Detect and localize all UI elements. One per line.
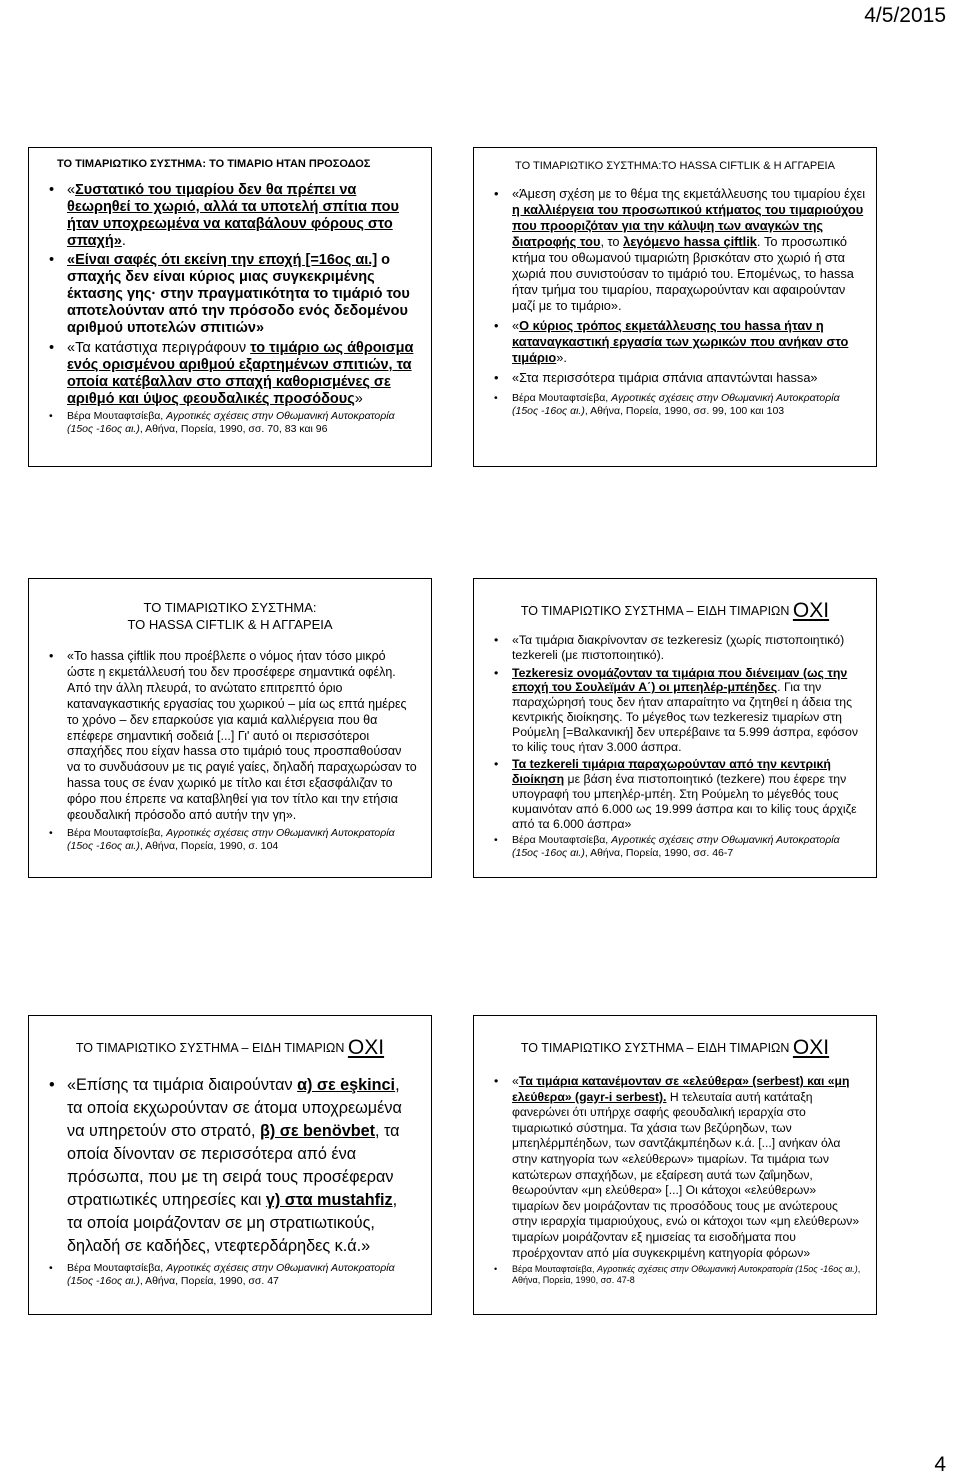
slide-4-bullet-2: • Tezkeresiz ονομάζονταν τα τιμάρια που διένειμαν (ως την εποχή του Σουλεϊμάν Α΄) οι μπεηλέρ-μπέηδες. Για την παραχώρησή τους δεν ήταν απαραίτητο να ζητηθεί η άδεια της κεντρικής διοίκησης. Το μέγεθος των tezkeresiz τιμαρίων στη Ρούμελη [=Βαλκανική] δεν υπερέβαινε τα 5.999 άσπρα, εφόσον το kiliç τους ήταν 3.000 άσπρα. — [492, 666, 862, 755]
slide-1-bullet-1: • «Συστατικό του τιμαρίου δεν θα πρέπει να θεωρηθεί το χωριό, αλλά τα υποτελή σπίτια που ήταν υποχρεωμένα να καταβάλουν φόρους στο σπαχή». — [47, 182, 419, 250]
page-date: 4/5/2015 — [864, 4, 946, 27]
slide-6-title-oxi: ΟΧΙ — [792, 1036, 830, 1059]
slide-3 — [28, 578, 432, 878]
slide-5-source: • Βέρα Μουταφτσίεβα, Αγροτικές σχέσεις στην Οθωμανική Αυτοκρατορία (15ος -16ος αι.), Αθήνα, Πορεία, 1990, σσ. 47 — [47, 1262, 417, 1288]
slide-2-bullet-1: • «Άμεση σχέση με το θέμα της εκμετάλλευσης του τιμαρίου έχει η καλλιέργεια του προσωπικού κτήματος του τιμαριούχου που προοριζόταν για την κάλυψη των αναγκών της διατροφής του, το λεγόμενο hassa çiftlik. Το προσωπικό κτήμα του οθωμανού τιμαριώτη βρισκόταν στο χωριό ή στα χωριά που συνιστούσαν το τιμάριό του. Επομένως, το hassa ήταν τμήμα του τιμαρίου, παραχωρούνταν και αφαιρούνταν μαζί με το τιμάριο». — [492, 186, 866, 314]
slide-5-title-oxi: ΟΧΙ — [347, 1036, 385, 1059]
slide-1-bullet-3: • «Τα κατάστιχα περιγράφουν το τιμάριο ως άθροισμα ενός ορισμένου αριθμού εξαρτημένων σπιτιών, τα οποία κατέβαλλαν στο σπαχή καθορισμένες σε αριθμό και ύψος φεουδαλικές προσόδους» — [47, 340, 419, 408]
slide-3-title: ΤΟ ΤΙΜΑΡΙΩΤΙΚΟ ΣΥΣΤΗΜΑ: ΤΟ HASSA CIFTLIK & Η ΑΓΓΑΡΕΙΑ — [127, 600, 333, 632]
slide-4-bullet-3: • Τα tezkereli τιμάρια παραχωρούνταν από την κεντρική διοίκηση με βάση ένα πιστοποιητικό (tezkere) που έφερε την υπογραφή του μπεηλέρ-μπέη. Στη Ρούμελη το μέγεθός τους κυμαινόταν από 6.000 ως 19.999 άσπρα και το kiliç τους άρχιζε από τα 6.000 άσπρα» — [492, 757, 862, 831]
slide-1-title: ΤΟ ΤΙΜΑΡΙΩΤΙΚΟ ΣΥΣΤΗΜΑ: ΤΟ ΤΙΜΑΡΙΟ ΗΤΑΝ ΠΡΟΣΟΔΟΣ — [57, 158, 371, 170]
slide-6-title: ΤΟ ΤΙΜΑΡΙΩΤΙΚΟ ΣΥΣΤΗΜΑ – ΕΙΔΗ ΤΙΜΑΡΙΩΝ ΟΧΙ — [520, 1036, 830, 1059]
slide-2 — [473, 147, 877, 467]
slide-3-source: • Βέρα Μουταφτσίεβα, Αγροτικές σχέσεις στην Οθωμανική Αυτοκρατορία (15ος -16ος αι.), Αθήνα, Πορεία, 1990, σ. 104 — [47, 827, 417, 853]
slide-2-title: ΤΟ ΤΙΜΑΡΙΩΤΙΚΟ ΣΥΣΤΗΜΑ:ΤΟ HASSA CIFTLIK & Η ΑΓΓΑΡΕΙΑ — [515, 160, 835, 172]
slide-1-bullet-1-bold: Συστατικό του τιμαρίου δεν θα πρέπει να θεωρηθεί το χωριό, αλλά τα υποτελή σπίτια που ήταν υποχρεωμένα να καταβάλουν φόρους στο σπαχή» — [67, 182, 399, 249]
page-number: 4 — [934, 1453, 946, 1476]
slide-5-title: ΤΟ ΤΙΜΑΡΙΩΤΙΚΟ ΣΥΣΤΗΜΑ – ΕΙΔΗ ΤΙΜΑΡΙΩΝ ΟΧΙ — [75, 1036, 385, 1059]
slide-6-bullet-1: • «Τα τιμάρια κατανέμονταν σε «ελεύθερα» (serbest) και «μη ελεύθερα» (gayr-i serbest). Η τελευταία αυτή κατάταξη φανερώνει ότι υπήρχε σαφής φεουδαλική ιεραρχία στο τιμαριωτικό σύστημα. Τα χάσια των βεζύρηδων, των μπεηλέρμπέηδων, των σαντζάκμπέηδων κ.ά. [...] ανήκαν όλα στην κατηγορία των «ελεύθερων» τιμαρίων. Τα τιμάρια των κατώτερων σπαχήδων, με εξαίρεση αυτά των ζαΐμηδων, θεωρούνταν «μη ελεύθερα» [...] Οι κάτοχοι «ελεύθερων» τιμαρίων δεν μοιράζονταν τις προσόδους τους με ανώτερους στην ιεραρχία τιμαριούχους, ενώ οι κάτοχοι των «μη ελεύθερων» τιμαρίων μοιράζονταν εξ ημισείας τα εισοδήματα που προέρχονταν από μία συγκεκριμένη κατηγορία φόρων» — [492, 1074, 862, 1261]
slide-4-title-oxi: ΟΧΙ — [792, 599, 830, 622]
slide-6 — [473, 1015, 877, 1315]
slide-6-source: • Βέρα Μουταφτσίεβα, Αγροτικές σχέσεις στην Οθωμανική Αυτοκρατορία (15ος -16ος αι.), Αθήνα, Πορεία, 1990, σσ. 47-8 — [492, 1264, 862, 1286]
slide-4-title: ΤΟ ΤΙΜΑΡΙΩΤΙΚΟ ΣΥΣΤΗΜΑ – ΕΙΔΗ ΤΙΜΑΡΙΩΝ ΟΧΙ — [520, 599, 830, 622]
slide-5 — [28, 1015, 432, 1315]
slide-1-bullet-2: • «Είναι σαφές ότι εκείνη την εποχή [=16ος αι.] ο σπαχής δεν είναι κύριος μιας συγκεκριμένης έκτασης γης· στην πραγματικότητα το τιμάριό του αποτελούνταν από την πρόσοδο ενός δεδομένου αριθμού υποτελών σπιτιών» — [47, 252, 419, 337]
slide-5-bullet-1: • «Επίσης τα τιμάρια διαιρούνταν α) σε eşkinci, τα οποία εκχωρούνταν σε άτομα υποχρεωμένα να υπηρετούν στο στρατό, β) σε benövbet, τα οποία δίνονταν σε περισσότερα από ένα πρόσωπα, που με τη σειρά τους προσέφεραν στρατιωτικές υπηρεσίες και γ) στα mustahfiz, τα οποία μοιράζονταν σε μη στρατιωτικούς, δηλαδή σε καδήδες, ντεφτερδάρηδες κ.ά.» — [47, 1074, 417, 1258]
slide-2-bullet-3: • «Στα περισσότερα τιμάρια σπάνια απαντώνται hassa» — [492, 370, 866, 386]
slide-1-source: • Βέρα Μουταφτσίεβα, Αγροτικές σχέσεις στην Οθωμανική Αυτοκρατορία (15ος -16ος αι.), Αθήνα, Πορεία, 1990, σσ. 70, 83 και 96 — [47, 410, 419, 436]
slide-1 — [28, 147, 432, 467]
slide-4-source: • Βέρα Μουταφτσίεβα, Αγροτικές σχέσεις στην Οθωμανική Αυτοκρατορία (15ος -16ος αι.), Αθήνα, Πορεία, 1990, σσ. 46-7 — [492, 834, 862, 860]
slide-4 — [473, 578, 877, 878]
slide-2-source: • Βέρα Μουταφτσίεβα, Αγροτικές σχέσεις στην Οθωμανική Αυτοκρατορία (15ος -16ος αι.), Αθήνα, Πορεία, 1990, σσ. 99, 100 και 103 — [492, 392, 866, 418]
slide-4-bullet-1: • «Τα τιμάρια διακρίνονταν σε tezkeresiz (χωρίς πιστοποιητικό) tezkereli (με πιστοποιητικό). — [492, 633, 862, 663]
slide-3-bullet-1: • «Το hassa çiftlik που προέβλεπε ο νόμος ήταν τόσο μικρό ώστε η εκμετάλλευσή του δεν προσέφερε σημαντικά οφέλη. Από την άλλη πλευρά, το ανώτατο επιτρεπτό όριο καταναγκαστικής εργασίας του χωρικού – μία ως επτά ημέρες το χρόνο – δεν επαρκούσε για καμιά καλλιέργεια που θα επέφερε σημαντική σοδειά [...] Γι' αυτό οι περισσότεροι σπαχήδες που είχαν hassa στο τιμάριό τους προσπαθούσαν να το συνδυάσουν με τις ραγιέ γαίες, δηλαδή παραχωρώσαν το hassa τους σε έναν χωρικό με τίτλο και έτσι εξασφάλιζαν το φόρο που έπρεπε να καταβληθεί για τον τίτλο και την ετήσια φεουδαλική πρόσοδο από αυτήν την γη». — [47, 649, 417, 824]
slide-2-bullet-2: • «Ο κύριος τρόπος εκμετάλλευσης του hassa ήταν η καταναγκαστική εργασία των χωρικών που ανήκαν στο τιμάριο». — [492, 318, 866, 366]
